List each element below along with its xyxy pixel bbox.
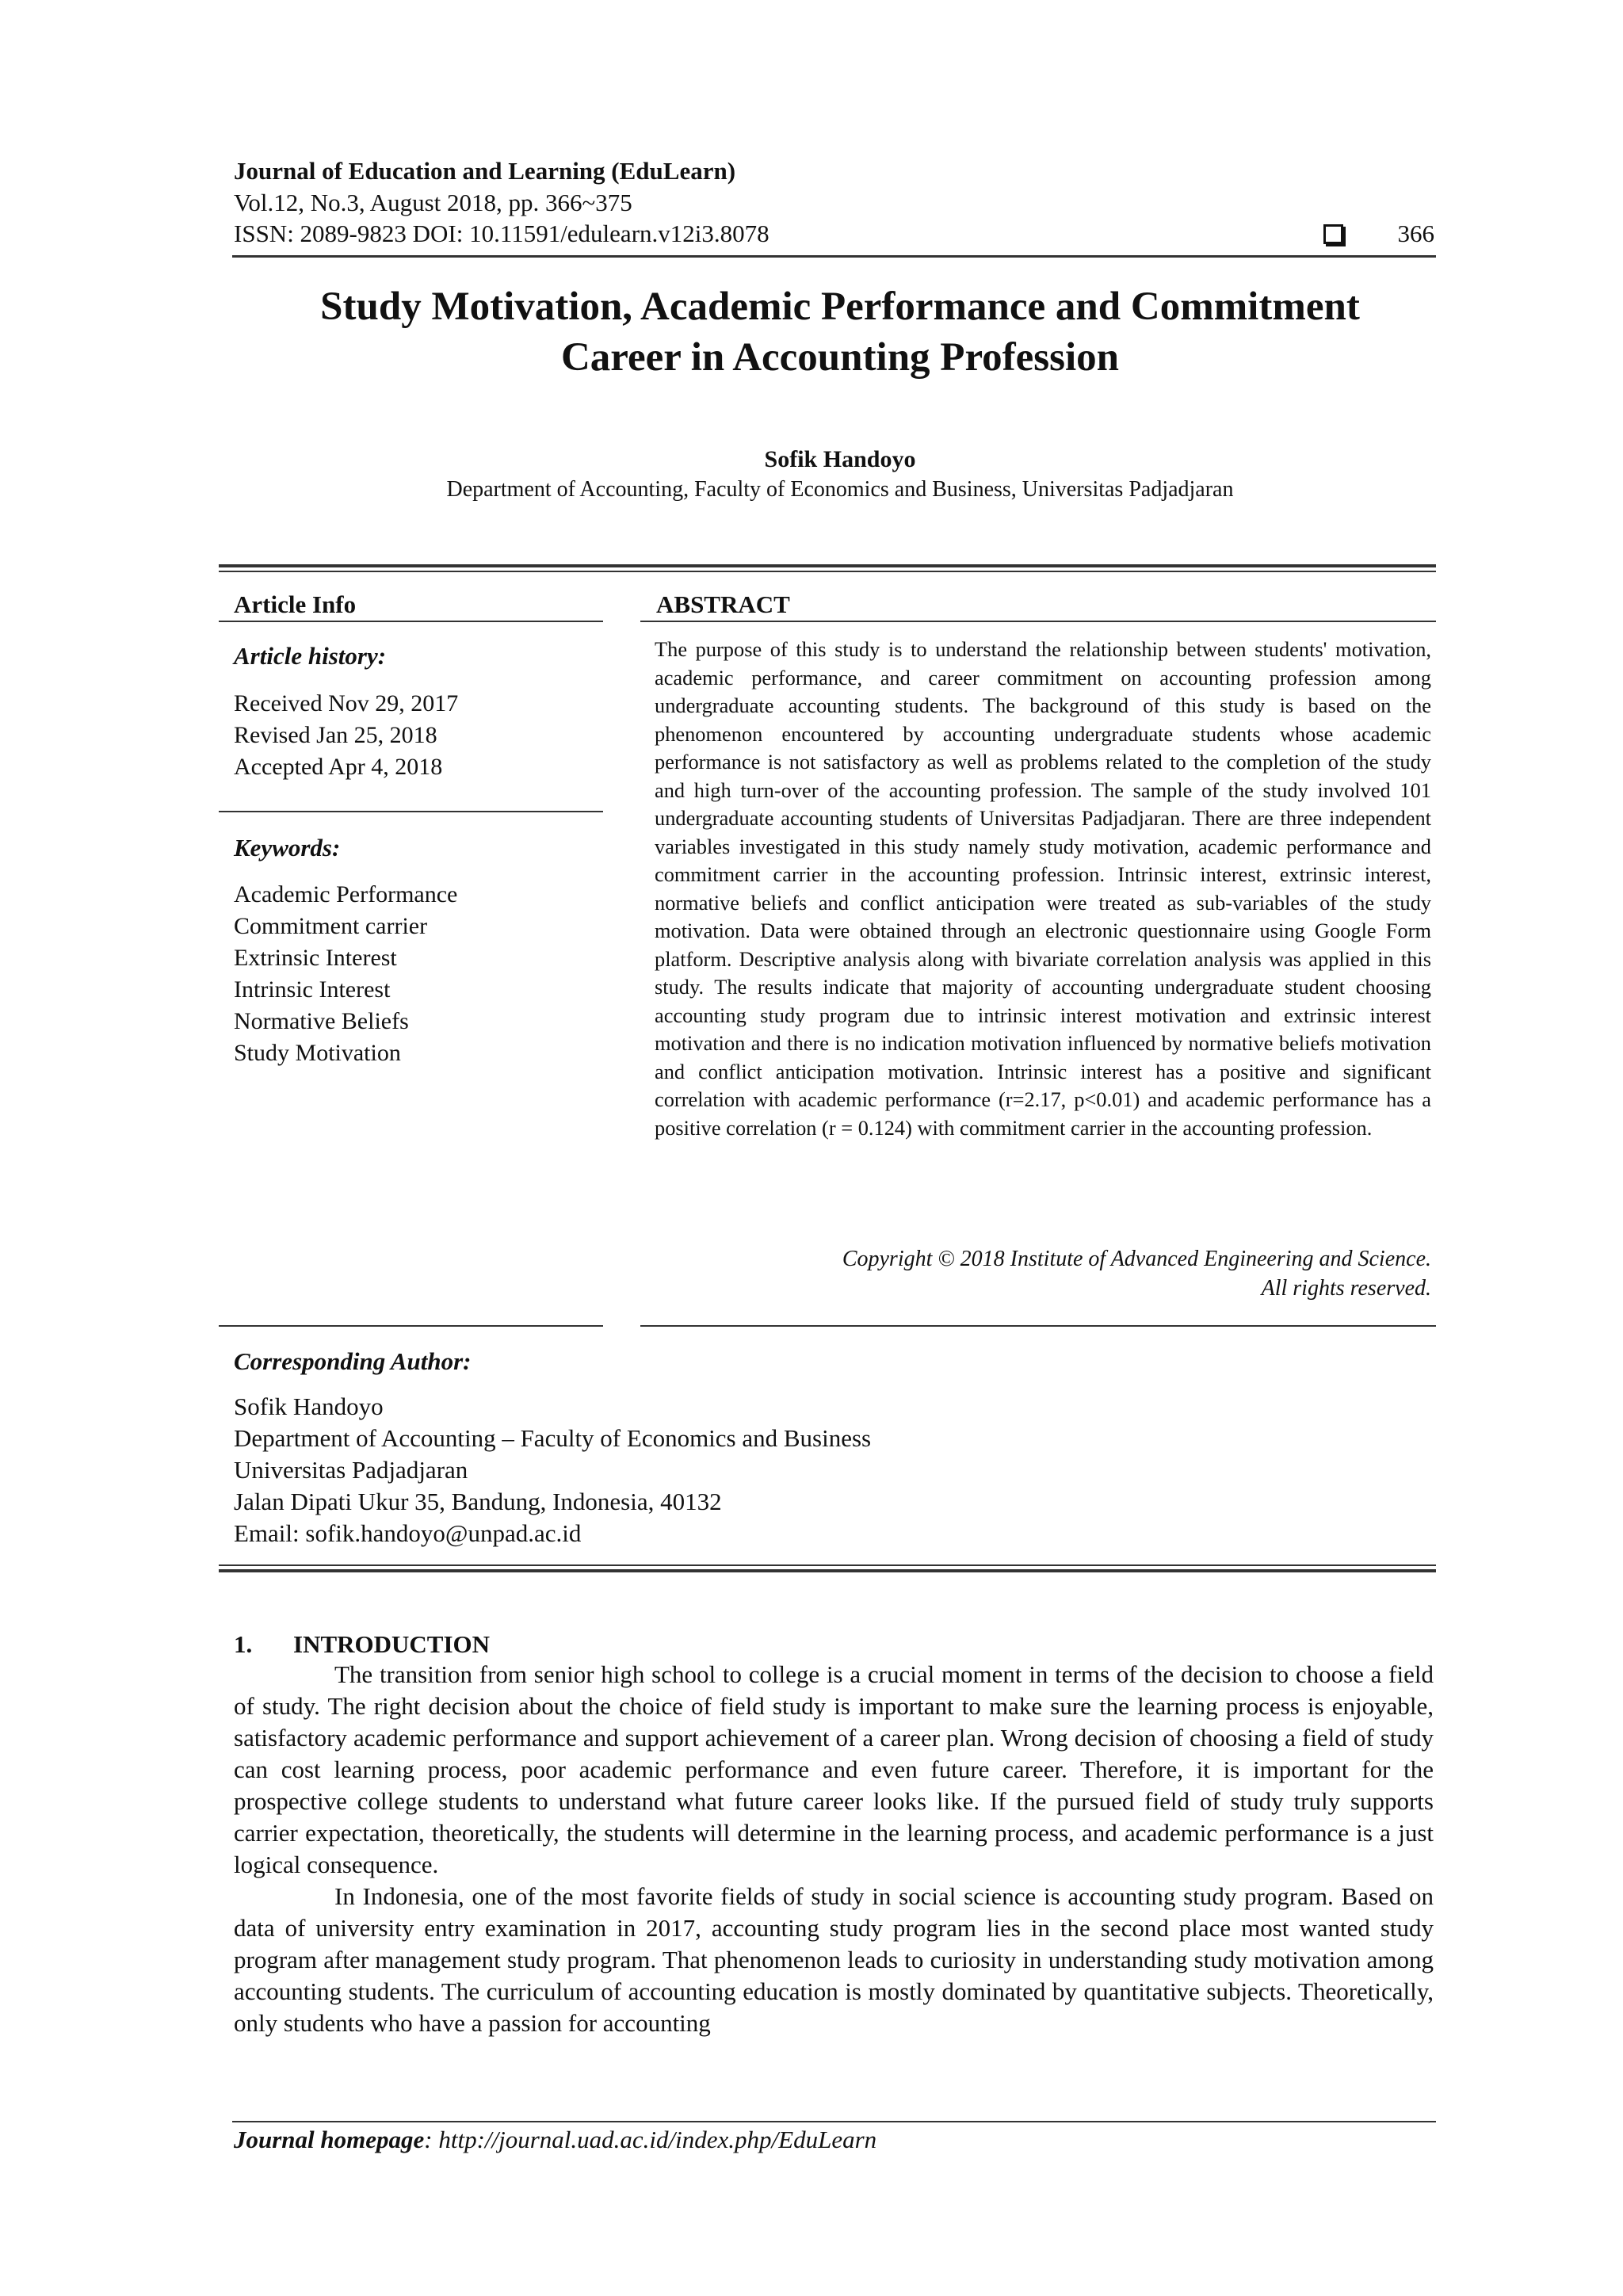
article-history-heading: Article history: — [234, 642, 387, 670]
info-box-bottom-rule-thin — [219, 1564, 1436, 1566]
revised-date: Revised Jan 25, 2018 — [234, 722, 437, 748]
info-box-bottom-rule — [219, 1569, 1436, 1572]
keyword-item: Intrinsic Interest — [234, 976, 391, 1003]
accepted-date: Accepted Apr 4, 2018 — [234, 754, 443, 780]
article-title — [158, 281, 1522, 383]
article-history-dates — [234, 688, 458, 783]
introduction-heading — [234, 1629, 490, 1660]
square-bullet-icon — [1323, 224, 1343, 244]
article-title-line-2: Career in Accounting Profession — [560, 335, 1120, 380]
page-number: 366 — [1397, 220, 1434, 247]
journal-volume: Vol.12, No.3, August 2018, pp. 366~375 — [234, 189, 632, 216]
section-title: INTRODUCTION — [293, 1630, 491, 1658]
info-box-top-rule-thin — [219, 571, 1436, 572]
corresponding-author-heading: Corresponding Author: — [234, 1347, 472, 1375]
abstract-bottom-rule — [640, 1325, 1436, 1327]
journal-issn-doi: ISSN: 2089-9823 DOI: 10.11591/edulearn.v12i3.8078 — [234, 220, 769, 247]
article-info-rule — [219, 621, 603, 622]
keyword-item: Study Motivation — [234, 1040, 401, 1066]
copyright-notice — [655, 1244, 1431, 1303]
corresponding-author-university: Universitas Padjadjaran — [234, 1456, 468, 1484]
header-rule — [232, 255, 1436, 258]
journal-homepage-url: : http://journal.uad.ac.id/index.php/EduLearn — [424, 2126, 877, 2153]
keyword-item: Academic Performance — [234, 881, 458, 907]
article-info-heading: Article Info — [234, 590, 357, 618]
keyword-item: Normative Beliefs — [234, 1008, 409, 1034]
keywords-list — [234, 879, 457, 1069]
journal-name: Journal of Education and Learning (EduLearn) — [234, 157, 736, 185]
article-title-line-1: Study Motivation, Academic Performance and Commitment — [320, 285, 1360, 329]
received-date: Received Nov 29, 2017 — [234, 690, 459, 716]
copyright-line-1: Copyright © 2018 Institute of Advanced Engineering and Science. — [842, 1247, 1431, 1271]
introduction-paragraph-1: The transition from senior high school to college is a crucial moment in terms of the decision to choose a field of study. The right decision about the choice of field study is important to make sure the learning process is enjoyable, satisfactory academic performance and support achievement of a career plan. Wrong decision of choosing a field of study can cost learning process, poor academic performance and even future career. Therefore, it is important for the prospective college students to understand what future career looks like. If the pursued field of study truly supports carrier expectation, theoretically, the students will determine in the learning process, and academic performance is a just logical consequence. — [234, 1660, 1434, 1878]
introduction-paragraph-2: In Indonesia, one of the most favorite fields of study in social science is accounting study program. Based on data of university entry examination in 2017, accounting study program lies in the second place most wanted study program after management study program. That phenomenon leads to curiosity in understanding study motivation among accounting students. The curriculum of accounting education is mostly dominated by quantitative subjects. Theoretically, only students who have a passion for accounting — [234, 1882, 1434, 2037]
article-info-bottom-rule — [219, 1325, 603, 1327]
corresponding-author-name: Sofik Handoyo — [234, 1392, 384, 1420]
abstract-text: The purpose of this study is to understand the relationship between students' motivation, academic performance, and career commitment on accounting profession among undergraduate accounting students. The background of this study is based on the phenomenon encountered by accounting undergraduate students whose academic performance is not satisfactory as well as problems related to the completion of the study and high turn-over of the accounting profession. The sample of the study involved 101 undergraduate accounting students of Universitas Padjadjaran. There are three independent variables investigated in this study namely study motivation, academic performance and commitment carrier in the accounting profession. Intrinsic interest, extrinsic interest, normative beliefs and conflict anticipation were treated as sub-variables of the study motivation. Data were obtained through an electronic questionnaire using Google Form platform. Descriptive analysis along with bivariate correlation analysis was applied in this study. The results indicate that majority of accounting undergraduate student choosing accounting study program due to intrinsic interest motivation and extrinsic interest motivation and there is no indication motivation influenced by normative beliefs motivation and conflict anticipation motivation. Intrinsic interest has a positive and significant correlation with academic performance (r=2.17, p<0.01) and academic performance has a positive correlation (r = 0.124) with commitment carrier in the accounting profession. — [655, 637, 1431, 1140]
info-box-top-rule — [219, 564, 1436, 567]
keyword-item: Commitment carrier — [234, 913, 428, 939]
corresponding-author-address: Jalan Dipati Ukur 35, Bandung, Indonesia, 40132 — [234, 1488, 722, 1515]
footer-rule — [232, 2121, 1436, 2122]
abstract-heading: ABSTRACT — [656, 590, 790, 618]
keyword-item: Extrinsic Interest — [234, 945, 397, 971]
corresponding-author-department: Department of Accounting – Faculty of Economics and Business — [234, 1424, 872, 1452]
corresponding-author-details — [234, 1391, 871, 1549]
author-affiliation: Department of Accounting, Faculty of Economics and Business, Universitas Padjadjaran — [446, 477, 1234, 502]
section-number: 1. — [234, 1630, 253, 1658]
keywords-heading: Keywords: — [234, 834, 341, 861]
journal-homepage-label: Journal homepage — [234, 2126, 425, 2153]
abstract-rule — [640, 621, 1436, 622]
introduction-body — [234, 1659, 1434, 2039]
journal-homepage — [234, 2124, 876, 2156]
corresponding-author-email: Email: sofik.handoyo@unpad.ac.id — [234, 1519, 582, 1547]
copyright-line-2: All rights reserved. — [1261, 1276, 1431, 1301]
keywords-rule — [219, 811, 603, 812]
author-name: Sofik Handoyo — [764, 446, 916, 472]
